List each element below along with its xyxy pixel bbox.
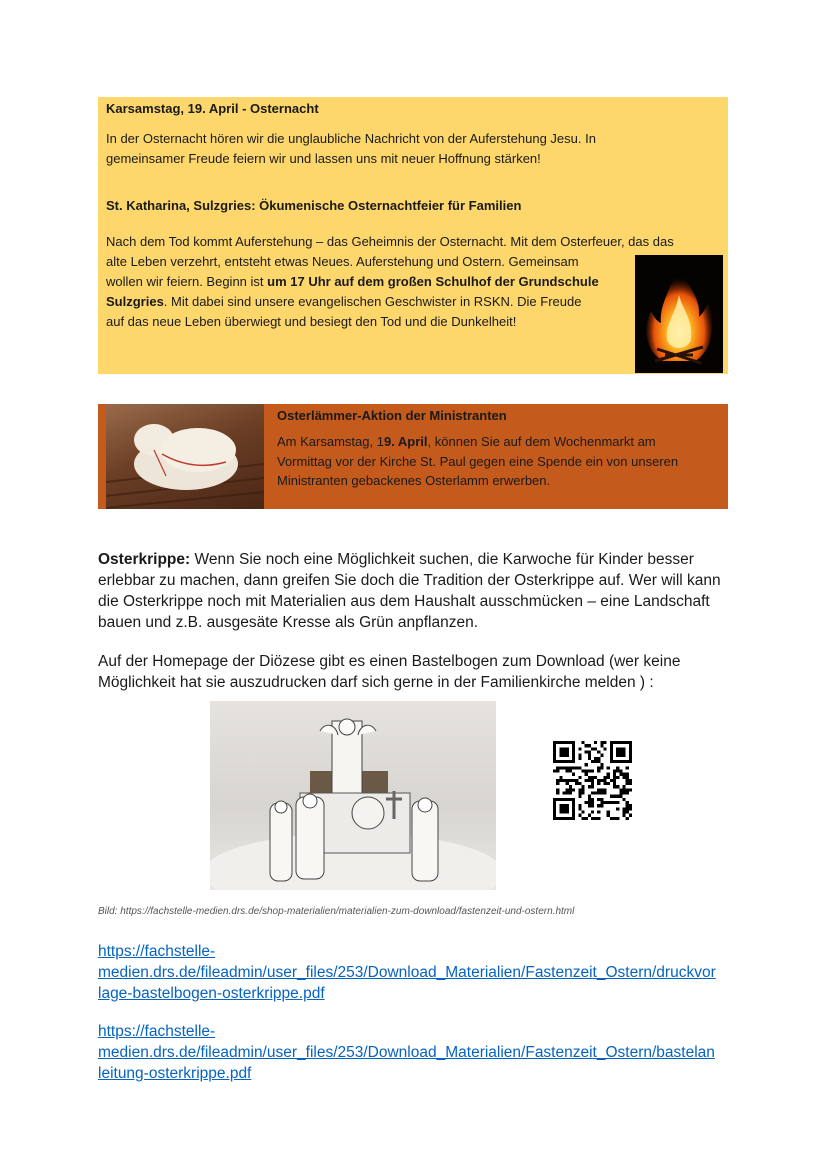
osternacht-subheading: St. Katharina, Sulzgries: Ökumenische Osternachtfeier für Familien xyxy=(106,198,522,213)
line1-bold: 9. April xyxy=(383,434,428,449)
osterlaemmer-box xyxy=(98,404,728,509)
easter-lamb-image xyxy=(106,404,264,509)
image-caption: Bild: https://fachstelle-medien.drs.de/shop-materialien/materialien-zum-download/fastenzeit-und-ostern.html xyxy=(98,906,575,917)
link1-line1: https://fachstelle- xyxy=(98,943,216,960)
osterlaemmer-line3: Ministranten gebackenes Osterlamm erwerben. xyxy=(277,473,551,488)
osterlaemmer-line2: Vormittag vor der Kirche St. Paul gegen eine Spende ein von unseren xyxy=(277,454,679,469)
osternacht-body-line3 xyxy=(106,272,599,292)
osterlaemmer-line1 xyxy=(277,432,656,452)
osterkrippe-paragraph xyxy=(98,549,738,633)
osterkrippe-line1-text: Wenn Sie noch eine Möglichkeit suchen, die Karwoche für Kinder besser xyxy=(190,551,694,568)
osterkrippe-line3: die Osterkrippe noch mit Materialien aus dem Haushalt ausschmücken – eine Landschaft xyxy=(98,593,710,610)
osternacht-intro-line2: gemeinsamer Freude feiern wir und lassen uns mit neuer Hoffnung stärken! xyxy=(106,151,541,166)
osterlaemmer-heading: Osterlämmer-Aktion der Ministranten xyxy=(277,408,507,423)
qr-code[interactable] xyxy=(553,741,632,820)
line1-text-a: Am Karsamstag, 1 xyxy=(277,434,384,449)
download-line2: Möglichkeit hat sie auszudrucken darf sich gerne in der Familienkirche melden ) : xyxy=(98,674,654,691)
body-line4-bold: Sulzgries xyxy=(106,294,164,309)
body-line3-text: wollen wir feiern. Beginn ist xyxy=(106,274,268,289)
osterkrippe-photo xyxy=(210,701,496,890)
link2-line1: https://fachstelle- xyxy=(98,1023,216,1040)
osterkrippe-line2: erlebbar zu machen, dann greifen Sie doch die Tradition der Osterkrippe auf. Wer will kann xyxy=(98,572,721,589)
line1-text-c: , können Sie auf dem Wochenmarkt am xyxy=(427,434,656,449)
osternacht-intro-line1: In der Osternacht hören wir die unglaubliche Nachricht von der Auferstehung Jesu. In xyxy=(106,131,596,146)
osterkrippe-label: Osterkrippe: xyxy=(98,551,191,568)
link-druckvorlage[interactable] xyxy=(98,941,738,1004)
osternacht-heading: Karsamstag, 19. April - Osternacht xyxy=(106,101,319,116)
easter-fire-image xyxy=(635,255,723,373)
link2-line2: medien.drs.de/fileadmin/user_files/253/Download_Materialien/Fastenzeit_Ostern/bastelan xyxy=(98,1044,715,1061)
osterkrippe-line1 xyxy=(98,549,738,570)
osternacht-box xyxy=(98,97,728,374)
osternacht-body-line5: auf das neue Leben überwiegt und besiegt den Tod und die Dunkelheit! xyxy=(106,314,517,329)
link1-line2: medien.drs.de/fileadmin/user_files/253/Download_Materialien/Fastenzeit_Ostern/druckvor xyxy=(98,964,716,981)
download-paragraph xyxy=(98,651,738,693)
link-bastelanleitung[interactable] xyxy=(98,1021,738,1084)
osternacht-body-line4 xyxy=(106,292,581,312)
osternacht-body-line1: Nach dem Tod kommt Auferstehung – das Geheimnis der Osternacht. Mit dem Osterfeuer, das das xyxy=(106,234,674,249)
link2-line3: leitung-osterkrippe.pdf xyxy=(98,1065,252,1082)
body-line4-text: . Mit dabei sind unsere evangelischen Geschwister in RSKN. Die Freude xyxy=(163,294,582,309)
osterkrippe-line4: bauen und z.B. ausgesäte Kresse als Grün anpflanzen. xyxy=(98,614,478,631)
download-line1: Auf der Homepage der Diözese gibt es einen Bastelbogen zum Download (wer keine xyxy=(98,653,681,670)
body-line3-bold: um 17 Uhr auf dem großen Schulhof der Grundschule xyxy=(267,274,599,289)
link1-line3: lage-bastelbogen-osterkrippe.pdf xyxy=(98,985,325,1002)
osternacht-body-line2: alte Leben verzehrt, entsteht etwas Neues. Auferstehung und Ostern. Gemeinsam xyxy=(106,254,579,269)
